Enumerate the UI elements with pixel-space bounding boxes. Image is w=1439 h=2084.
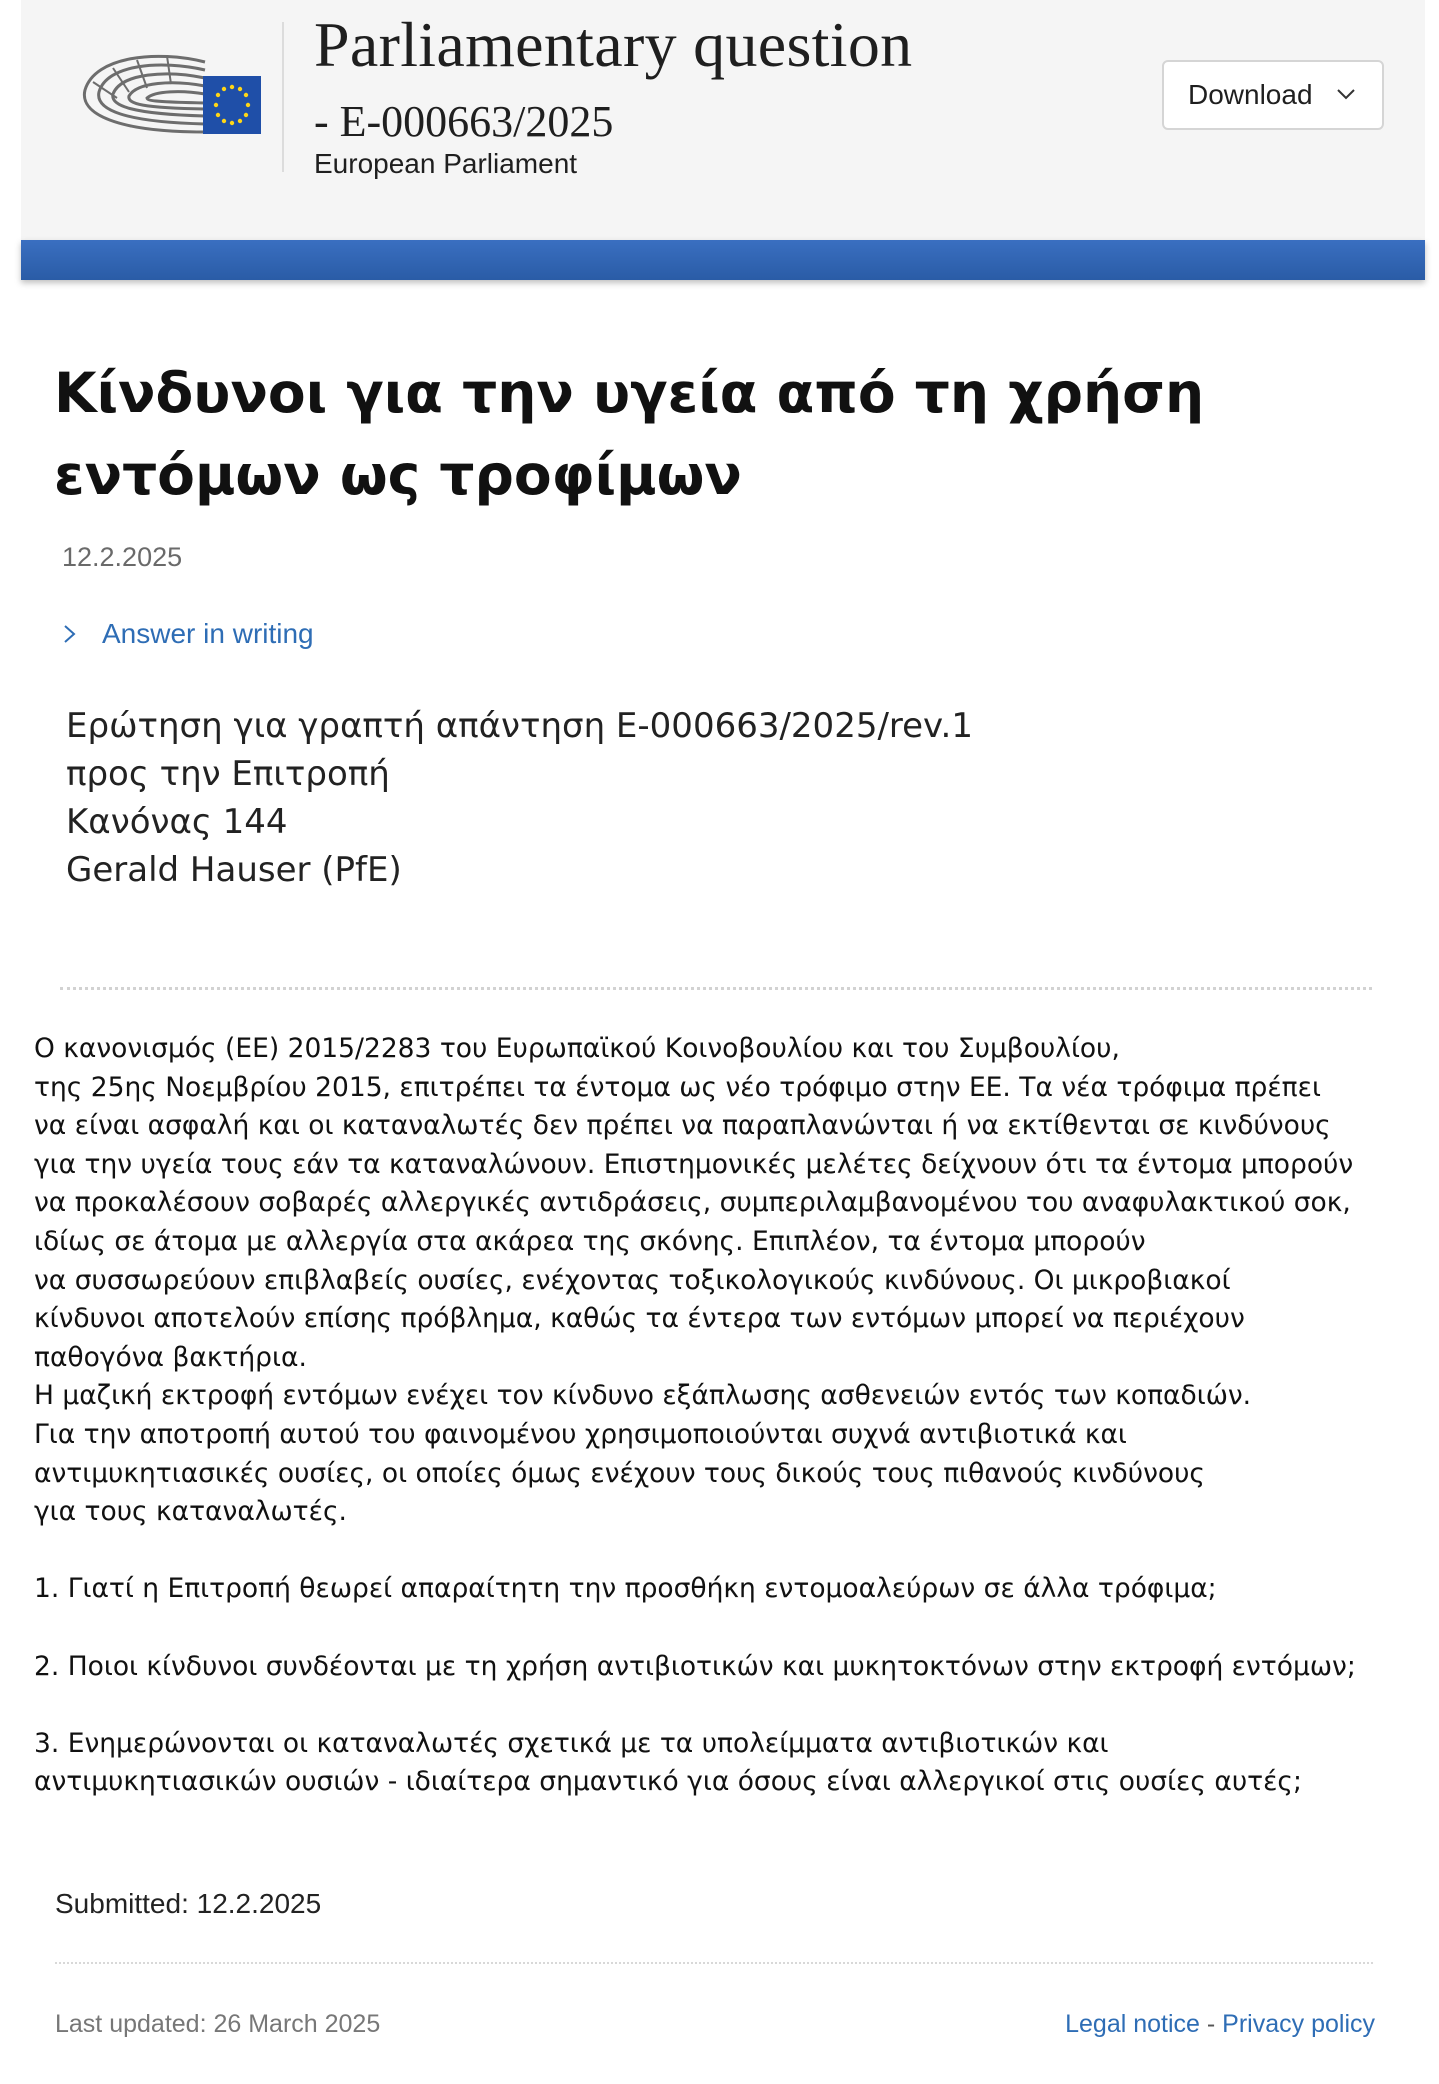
sub-question-3-continued: αντιμυκητιασικών ουσιών - ιδιαίτερα σημαντικό για όσους είναι αλλεργικοί στις ουσίες αυτές; [34,1766,1302,1798]
body-line: Για την αποτροπή αυτού του φαινομένου χρησιμοποιούνται συχνά αντιβιοτικά και [34,1418,1127,1450]
chevron-right-icon [62,623,78,645]
body-line: να είναι ασφαλή και οι καταναλωτές δεν πρέπει να παραπλανώνται ή να εκτίθενται σε κινδύνους [34,1110,1331,1142]
answer-link-label: Answer in writing [102,618,314,649]
addressee-line: προς την Επιτροπή [66,754,390,794]
question-type-line: Ερώτηση για γραπτή απάντηση E-000663/2025/rev.1 [66,706,973,746]
body-line: παθογόνα βακτήρια. [34,1341,307,1373]
body-line: της 25ης Νοεμβρίου 2015, επιτρέπει τα έντομα ως νέο τρόφιμο στην ΕΕ. Τα νέα τρόφιμα πρέπει [34,1071,1321,1103]
body-line: Ο κανονισμός (ΕΕ) 2015/2283 του Ευρωπαϊκού Κοινοβουλίου και του Συμβουλίου, [34,1033,1120,1064]
sub-question-1: 1. Γιατί η Επιτροπή θεωρεί απαραίτητη την προσθήκη εντομοαλεύρων σε άλλα τρόφιμα; [34,1573,1217,1605]
body-line: ιδίως σε άτομα με αλλεργία στα ακάρεα της σκόνης. Επιπλέον, τα έντομα μπορούν [34,1225,1146,1257]
download-button[interactable] [1162,60,1384,130]
section-divider [60,987,1372,990]
body-line: για την υγεία τους εάν τα καταναλώνουν. Επιστημονικές μελέτες δείχνουν ότι τα έντομα μπορούν [34,1148,1354,1180]
question-meta [66,702,973,894]
header-divider [282,22,284,172]
body-line: να συσσωρεύουν επιβλαβείς ουσίες, ενέχοντας τοξικολογικούς κινδύνους. Οι μικροβιακοί [34,1264,1231,1296]
body-line: κίνδυνοι αποτελούν επίσης πρόβλημα, καθώς τα έντερα των εντόμων μπορεί να περιέχουν [34,1303,1245,1335]
chevron-down-icon [1336,84,1356,104]
rule-line: Κανόνας 144 [66,802,288,842]
european-parliament-logo[interactable] [77,48,263,146]
footer-links [1065,2010,1375,2039]
sub-question-2: 2. Ποιοι κίνδυνοι συνδέονται με τη χρήση αντιβιοτικών και μυκητοκτόνων στην εκτροφή εντόμων; [34,1650,1356,1682]
body-line: Η μαζική εκτροφή εντόμων ενέχει τον κίνδυνο εξάπλωσης ασθενειών εντός των κοπαδιών. [34,1380,1252,1412]
footer-separator: - [1199,2010,1223,2038]
answer-in-writing-link[interactable] [62,618,314,650]
page-type-title: Parliamentary question [314,9,913,80]
last-updated: Last updated: 26 March 2025 [55,2010,381,2038]
question-body [34,1030,1424,1802]
body-line: να προκαλέσουν σοβαρές αλλεργικές αντιδράσεις, συμπεριλαμβανομένου του αναφυλακτικού σοκ, [34,1187,1351,1219]
header-accent-bar [21,240,1425,280]
legal-notice-link[interactable]: Legal notice [1065,2010,1200,2038]
download-label: Download [1188,79,1313,110]
body-line: αντιμυκητιασικές ουσίες, οι οποίες όμως ενέχουν τους δικούς τους πιθανούς κινδύνους [34,1457,1205,1489]
question-title: Κίνδυνοι για την υγεία από τη χρήση εντόμων ως τροφίμων [54,361,1205,507]
footer-divider [55,1962,1373,1964]
institution-name: European Parliament [314,148,578,179]
sub-question-3: 3. Ενημερώνονται οι καταναλωτές σχετικά με τα υπολείμματα αντιβιοτικών και [34,1727,1109,1759]
privacy-policy-link[interactable]: Privacy policy [1222,2010,1375,2038]
body-line: για τους καταναλωτές. [34,1496,347,1528]
question-date: 12.2.2025 [62,542,183,572]
page-header [21,0,1425,242]
author-line: Gerald Hauser (PfE) [66,850,402,890]
submitted-date: Submitted: 12.2.2025 [55,1888,322,1919]
question-reference: - E-000663/2025 [314,97,614,146]
